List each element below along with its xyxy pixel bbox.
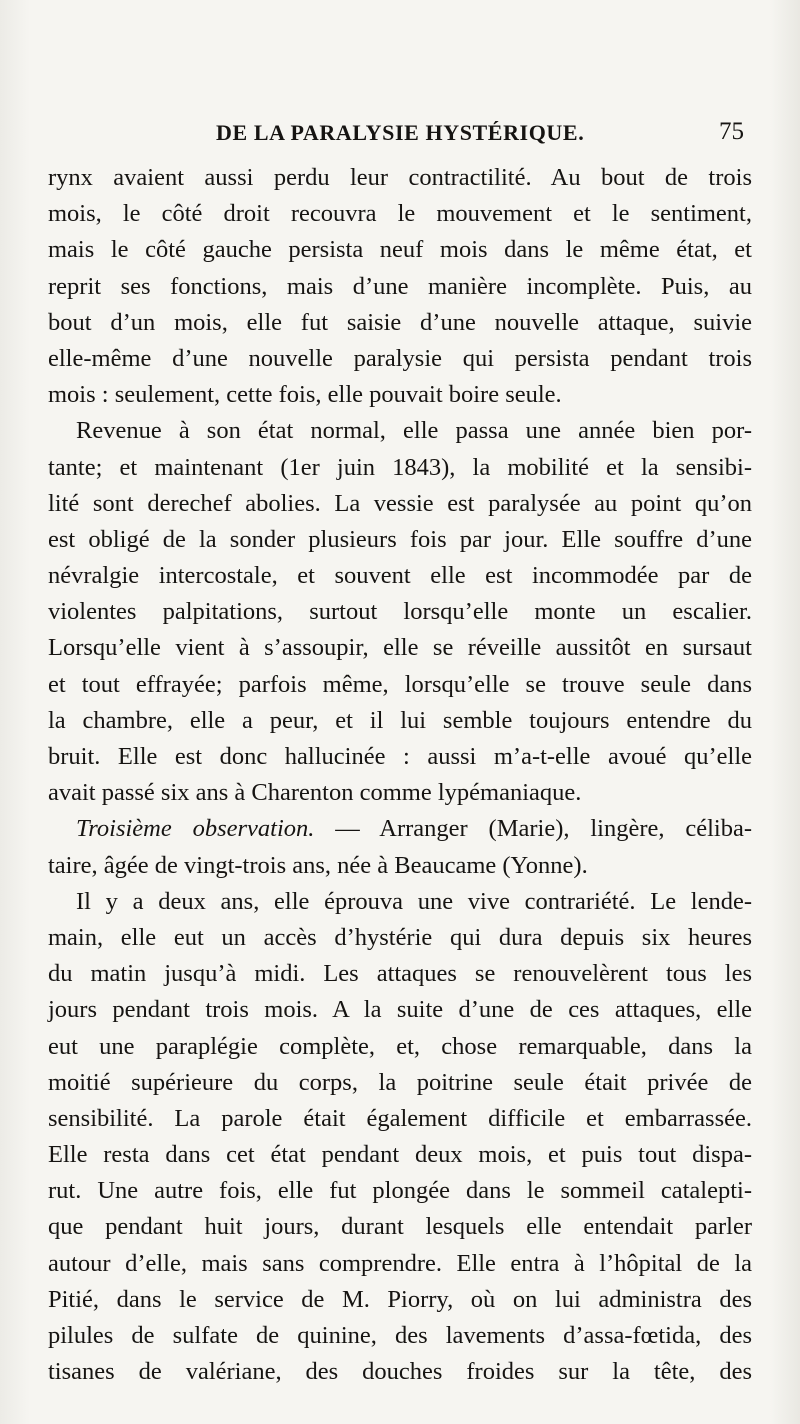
page-header (48, 118, 748, 154)
observation-title: Troisième observation. (76, 815, 315, 843)
text-line: moitié supérieure du corps, la poitrine seule était privée de (48, 1068, 752, 1096)
observation-rest: — Arranger (Marie), lingère, céliba- (314, 815, 752, 843)
text-line: pilules de sulfate de quinine, des lavements d’assa-fœtida, des (48, 1322, 752, 1349)
text-line: avait passé six ans à Charenton comme lypémaniaque. (48, 779, 582, 807)
text-line: taire, âgée de vingt-trois ans, née à Beaucame (Yonne). (48, 851, 588, 879)
text-line: névralgie intercostale, et souvent elle est incommodée par de (48, 562, 752, 590)
text-line: bout d’un mois, elle fut saisie d’une nouvelle attaque, suivie (48, 308, 752, 336)
text-line: Revenue à son état normal, elle passa une année bien por- (76, 417, 752, 445)
text-line: et tout effrayée; parfois même, lorsqu’elle se trouve seule dans (48, 670, 752, 698)
text-line: rynx avaient aussi perdu leur contractilité. Au bout de trois (48, 164, 752, 191)
text-line: mais le côté gauche persista neuf mois dans le même état, et (48, 236, 752, 264)
text-line: main, elle eut un accès d’hystérie qui dura depuis six heures (48, 923, 752, 951)
text-line: que pendant huit jours, durant lesquels elle entendait parler (48, 1213, 752, 1241)
text-line: lité sont derechef abolies. La vessie est paralysée au point qu’on (48, 489, 752, 517)
running-title: DE LA PARALYSIE HYSTÉRIQUE. (216, 120, 585, 145)
body-text (48, 160, 752, 1390)
text-line: autour d’elle, mais sans comprendre. Elle entra à l’hôpital de la (48, 1249, 752, 1277)
text-line: violentes palpitations, surtout lorsqu’elle monte un escalier. (48, 598, 752, 626)
text-line: mois : seulement, cette fois, elle pouvait boire seule. (48, 381, 562, 409)
text-line: Pitié, dans le service de M. Piorry, où on lui administra des (48, 1285, 752, 1313)
text-line: rut. Une autre fois, elle fut plongée dans le sommeil catalepti- (48, 1177, 752, 1205)
text-line: elle-même d’une nouvelle paralysie qui persista pendant trois (48, 344, 752, 372)
text-line: Elle resta dans cet état pendant deux mois, et puis tout dispa- (48, 1141, 752, 1169)
observation-heading-line (48, 811, 752, 847)
text-line: jours pendant trois mois. A la suite d’une de ces attaques, elle (48, 996, 752, 1024)
text-line: sensibilité. La parole était également difficile et embarrassée. (48, 1104, 752, 1132)
text-line: Lorsqu’elle vient à s’assoupir, elle se réveille aussitôt en sursaut (48, 634, 752, 662)
text-line: du matin jusqu’à midi. Les attaques se renouvelèrent tous les (48, 960, 752, 988)
text-line: Il y a deux ans, elle éprouva une vive contrariété. Le lende- (76, 887, 752, 915)
text-line: tisanes de valériane, des douches froides sur la tête, des (48, 1358, 752, 1386)
text-line: tante; et maintenant (1er juin 1843), la mobilité et la sensibi- (48, 453, 752, 481)
page-number: 75 (719, 118, 744, 145)
text-line: bruit. Elle est donc hallucinée : aussi m’a-t-elle avoué qu’elle (48, 743, 752, 770)
text-line: eut une paraplégie complète, et, chose remarquable, dans la (48, 1032, 752, 1060)
text-line: la chambre, elle a peur, et il lui semble toujours entendre du (48, 706, 752, 734)
text-line: est obligé de la sonder plusieurs fois par jour. Elle souffre d’une (48, 525, 752, 553)
text-line: reprit ses fonctions, mais d’une manière incomplète. Puis, au (48, 272, 752, 300)
text-line: mois, le côté droit recouvra le mouvement et le sentiment, (48, 200, 752, 228)
